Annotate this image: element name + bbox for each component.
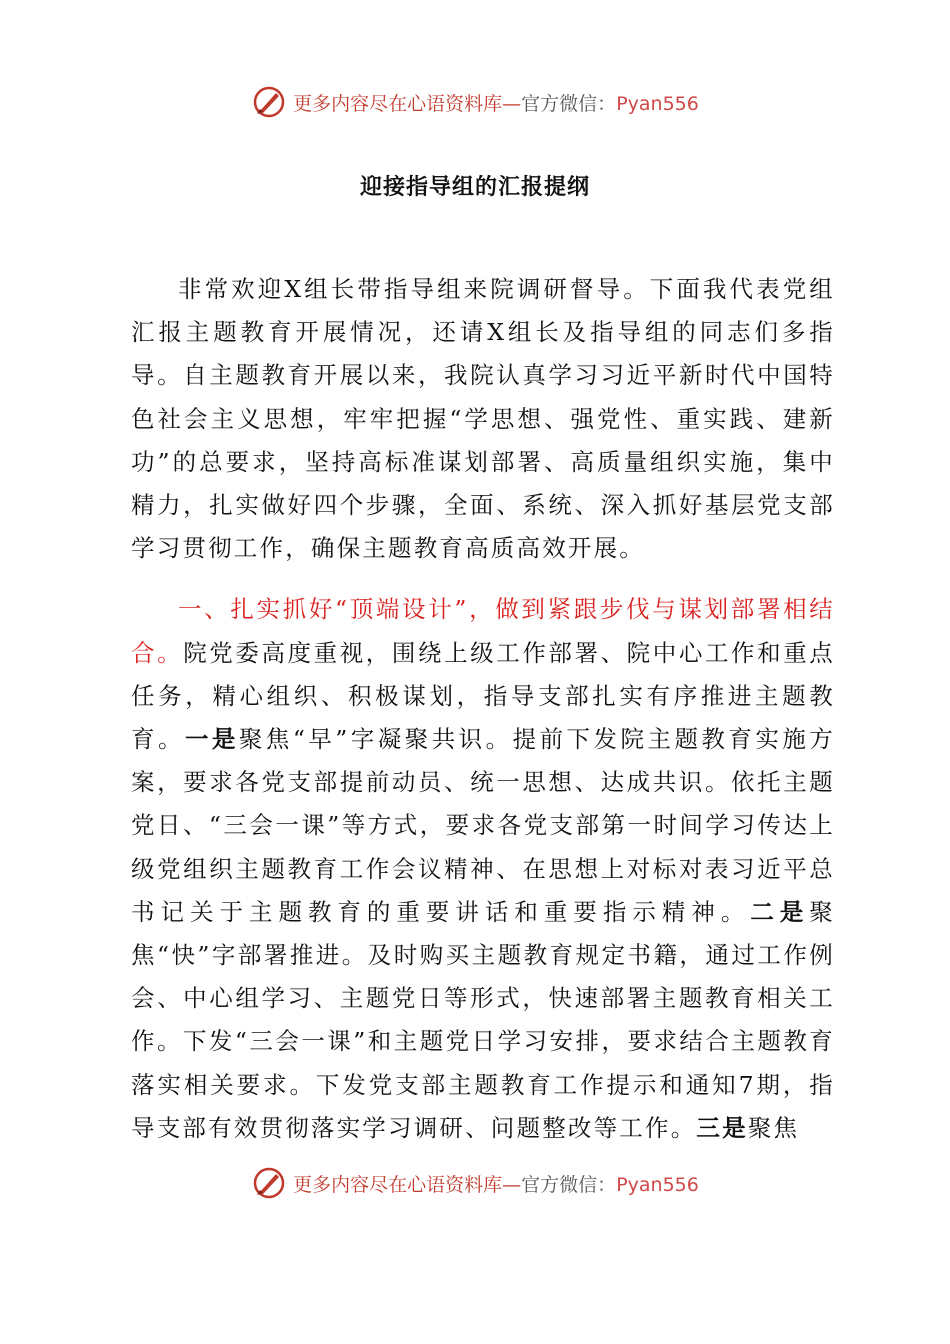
point-one-text: 聚焦“早”字凝聚共识。提前下发院主题教育实施方案，要求各党支部提前动员、统一思想、达成共识。依托主题党日、“三会一课”等方式，要求各党支部第一时间学习传达上级党组织主题教育工作会议精神、在思想上对标对表习近平总书记关于主题教育的重要讲话和重要指示精神。 — [131, 725, 835, 926]
banner-dash: — — [502, 1173, 522, 1196]
banner-dash: — — [502, 92, 522, 115]
point-three-lead: 三是 — [696, 1113, 748, 1142]
point-three-text: 聚焦 — [747, 1113, 800, 1142]
point-two-lead: 二是 — [750, 897, 810, 926]
paragraph-section-one — [131, 588, 835, 1150]
paragraph-intro: 非常欢迎X组长带指导组来院调研督导。下面我代表党组汇报主题教育开展情况，还请X组长及指导组的同志们多指导。自主题教育开展以来，我院认真学习习近平新时代中国特色社会主义思想，牢牢把握“学思想、强党性、重实践、建新功”的总要求，坚持高标准谋划部署、高质量组织实施，集中精力，扎实做好四个步骤，全面、系统、深入抓好基层党支部学习贯彻工作，确保主题教育高质高效开展。 — [131, 275, 835, 563]
banner-text — [293, 1170, 699, 1197]
document-title: 迎接指导组的汇报提纲 — [359, 175, 590, 200]
point-one-lead: 一是 — [184, 725, 239, 754]
header-watermark-banner — [0, 80, 950, 124]
document-body — [131, 268, 835, 1150]
footer-watermark-banner — [0, 1161, 950, 1205]
banner-official: 官方微信： — [521, 92, 617, 115]
banner-main: 更多内容尽在心语资料库 — [293, 92, 503, 115]
section-intro: 院党委高度重视，围绕上级工作部署、院中心工作和重点任务，精心组织、积极谋划，指导支部扎实有序推进主题教育。 — [131, 638, 836, 754]
section-heading: 一、扎实抓好“顶端设计”，做到紧跟步伐与谋划部署相结合。 — [131, 595, 835, 667]
banner-official: 官方微信： — [521, 1173, 617, 1196]
quill-logo-icon — [251, 84, 287, 120]
banner-wechat-id: Pyan556 — [616, 92, 699, 115]
banner-wechat-id: Pyan556 — [616, 1173, 699, 1196]
point-two-text: 聚焦“快”字部署推进。及时购买主题教育规定书籍，通过工作例会、中心组学习、主题党日等形式，快速部署主题教育相关工作。下发“三会一课”和主题党日学习安排，要求结合主题教育落实相关要求。下发党支部主题教育工作提示和通知7期，指导支部有效贯彻落实学习调研、问题整改等工作。 — [131, 897, 835, 1142]
quill-logo-icon — [251, 1165, 287, 1201]
banner-main: 更多内容尽在心语资料库 — [293, 1173, 503, 1196]
banner-text — [293, 89, 699, 116]
